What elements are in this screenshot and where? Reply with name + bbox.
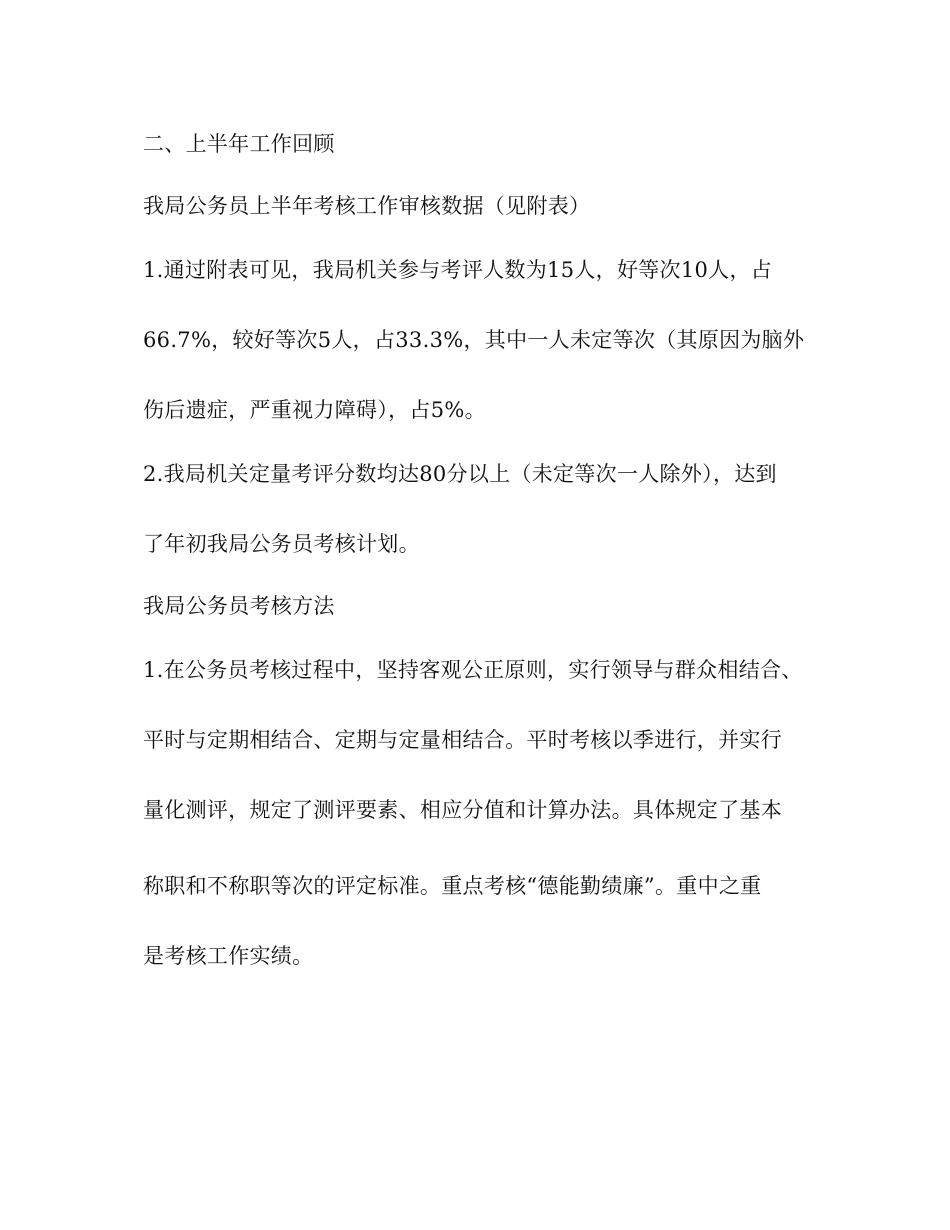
paragraph-line: 量化测评，规定了测评要素、相应分值和计算办法。具体规定了基本 [143, 798, 782, 822]
paragraph-line: 是考核工作实绩。 [143, 944, 314, 968]
paragraph-line: 1.通过附表可见，我局机关参与考评人数为15人，好等次10人，占 [143, 258, 773, 282]
subheading-data: 我局公务员上半年考核工作审核数据（见附表） [143, 194, 591, 218]
paragraph-line: 66.7%，较好等次5人，占33.3%，其中一人未定等次（其原因为脑外 [143, 328, 805, 352]
paragraph-line: 2.我局机关定量考评分数均达80分以上（未定等次一人除外），达到 [143, 462, 777, 486]
paragraph-line: 称职和不称职等次的评定标准。重点考核“德能勤绩廉”。重中之重 [143, 874, 762, 898]
paragraph-line: 平时与定期相结合、定期与定量相结合。平时考核以季进行，并实行 [143, 728, 782, 752]
paragraph-line: 1.在公务员考核过程中，坚持客观公正原则，实行领导与群众相结合、 [143, 658, 803, 682]
subheading-method: 我局公务员考核方法 [143, 594, 335, 618]
paragraph-line: 了年初我局公务员考核计划。 [143, 532, 420, 556]
section-heading: 二、上半年工作回顾 [143, 132, 335, 156]
paragraph-line: 伤后遗症，严重视力障碍），占5%。 [143, 398, 486, 422]
